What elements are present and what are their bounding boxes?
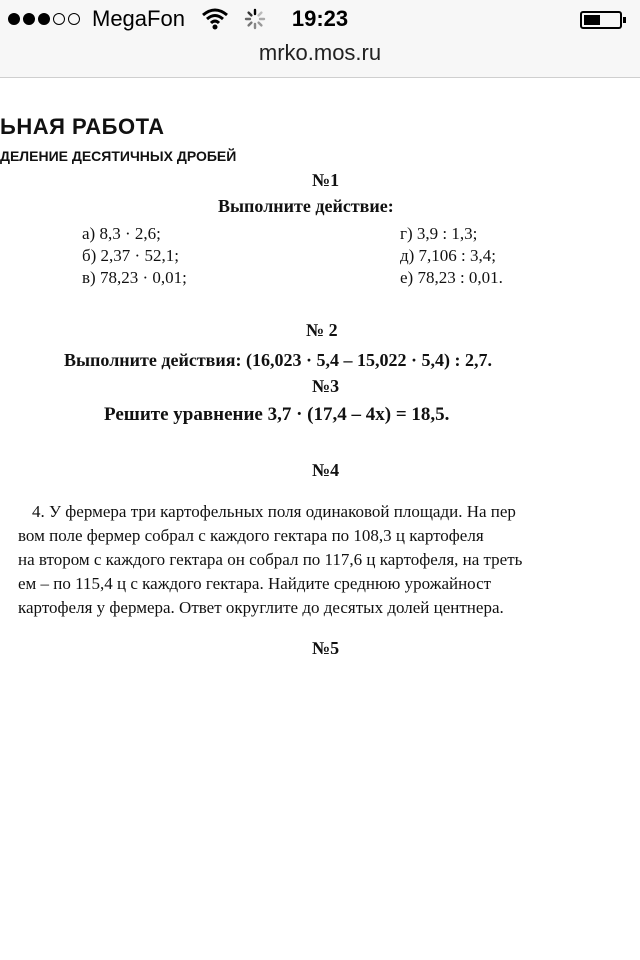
url-text[interactable]: mrko.mos.ru bbox=[258, 40, 382, 65]
task3-number: №3 bbox=[312, 376, 340, 396]
task2-text: Выполните действия: (16,023 · 5,4 – 15,022 · 5,4) : 2,7. bbox=[64, 350, 492, 370]
task1-item-a: а) 8,3 · 2,6; bbox=[82, 224, 161, 243]
task4-line: вом поле фермер собрал с каждого гектара по 108,3 ц картофеля bbox=[18, 526, 484, 545]
header-title: ЬНАЯ РАБОТА bbox=[0, 114, 165, 139]
battery-icon bbox=[580, 11, 622, 29]
task2-number: № 2 bbox=[306, 320, 338, 340]
url-bar[interactable] bbox=[0, 40, 640, 78]
task5-number: №5 bbox=[312, 638, 340, 658]
carrier-name: MegaFon bbox=[92, 6, 185, 31]
task3-equation: Решите уравнение 3,7 · (17,4 – 4x) = 18,5. bbox=[104, 404, 450, 425]
task4-line: на втором с каждого гектара он собрал по 117,6 ц картофеля, на треть bbox=[18, 550, 523, 569]
task4-line: ем – по 115,4 ц с каждого гектара. Найдите среднюю урожайност bbox=[18, 574, 492, 593]
task1-item-d: д) 7,106 : 3,4; bbox=[400, 246, 497, 265]
task1-item-e: е) 78,23 : 0,01. bbox=[400, 268, 503, 287]
task1-item-b: б) 2,37 · 52,1; bbox=[82, 246, 179, 265]
task4-line: картофеля у фермера. Ответ округлите до десятых долей центнера. bbox=[18, 598, 504, 617]
task1-instruction: Выполните действие: bbox=[218, 196, 394, 216]
task1-number: №1 bbox=[312, 170, 340, 190]
status-bar bbox=[0, 0, 640, 40]
status-time: 19:23 bbox=[291, 6, 349, 31]
document-page bbox=[0, 78, 640, 960]
header-subtitle: ДЕЛЕНИЕ ДЕСЯТИЧНЫХ ДРОБЕЙ bbox=[0, 148, 237, 164]
task1-item-g: г) 3,9 : 1,3; bbox=[400, 224, 478, 243]
task1-item-v: в) 78,23 · 0,01; bbox=[82, 268, 187, 287]
task4-number: №4 bbox=[312, 460, 340, 480]
task4-line: 4. У фермера три картофельных поля одинаковой площади. На пер bbox=[32, 502, 516, 521]
